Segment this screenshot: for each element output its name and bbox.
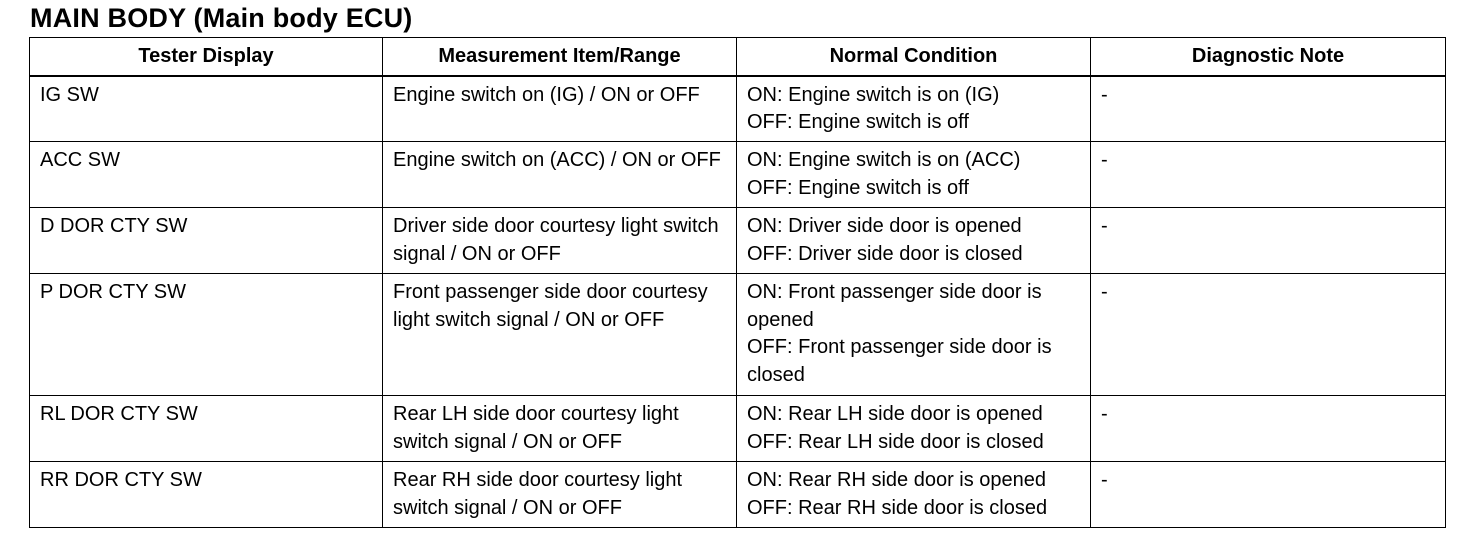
measurement-cell: Front passenger side door courtesy light switch signal / ON or OFF bbox=[383, 274, 737, 396]
condition-off-text: OFF: Front passenger side door is closed bbox=[747, 336, 1052, 386]
header-diagnostic-note: Diagnostic Note bbox=[1091, 38, 1446, 76]
condition-on-text: ON: Engine switch is on (ACC) bbox=[747, 149, 1021, 171]
condition-off-text: OFF: Engine switch is off bbox=[747, 176, 969, 199]
tester-display-cell: RL DOR CTY SW bbox=[30, 396, 383, 462]
condition-on-text: ON: Rear RH side door is opened bbox=[747, 469, 1047, 491]
normal-condition-cell bbox=[737, 396, 1091, 462]
diagnostic-note-cell: - bbox=[1091, 76, 1446, 142]
condition-on-text: ON: Front passenger side door is opened bbox=[747, 281, 1042, 331]
condition-off-text: OFF: Rear LH side door is closed bbox=[747, 430, 1044, 453]
header-tester-display: Tester Display bbox=[30, 38, 383, 76]
diagnostic-note-cell: - bbox=[1091, 208, 1446, 274]
tester-display-cell: ACC SW bbox=[30, 142, 383, 208]
header-normal-condition: Normal Condition bbox=[737, 38, 1091, 76]
tester-display-cell: P DOR CTY SW bbox=[30, 274, 383, 396]
condition-off-text: OFF: Engine switch is off bbox=[747, 111, 969, 133]
measurement-cell: Driver side door courtesy light switch signal / ON or OFF bbox=[383, 208, 737, 274]
condition-on-text: ON: Driver side door is opened bbox=[747, 215, 1022, 237]
tester-display-cell: RR DOR CTY SW bbox=[30, 462, 383, 528]
table-header-row bbox=[30, 38, 1446, 76]
header-measurement-item: Measurement Item/Range bbox=[383, 38, 737, 76]
normal-condition-cell bbox=[737, 462, 1091, 528]
measurement-cell: Engine switch on (IG) / ON or OFF bbox=[383, 76, 737, 142]
diagnostic-note-cell: - bbox=[1091, 142, 1446, 208]
measurement-cell: Rear LH side door courtesy light switch signal / ON or OFF bbox=[383, 396, 737, 462]
page-title: MAIN BODY (Main body ECU) bbox=[30, 3, 413, 33]
diagnostic-table bbox=[29, 37, 1446, 528]
table-row bbox=[30, 462, 1446, 528]
diagnostic-note-cell: - bbox=[1091, 462, 1446, 528]
normal-condition-cell bbox=[737, 208, 1091, 274]
condition-on-text: ON: Rear LH side door is opened bbox=[747, 403, 1043, 425]
tester-display-cell: D DOR CTY SW bbox=[30, 208, 383, 274]
table-row bbox=[30, 396, 1446, 462]
measurement-cell: Engine switch on (ACC) / ON or OFF bbox=[383, 142, 737, 208]
condition-off-text: OFF: Rear RH side door is closed bbox=[747, 496, 1048, 519]
normal-condition-cell bbox=[737, 142, 1091, 208]
table-row bbox=[30, 76, 1446, 142]
normal-condition-cell bbox=[737, 274, 1091, 396]
condition-on-text: ON: Engine switch is on (IG) bbox=[747, 83, 1000, 106]
diagnostic-note-cell: - bbox=[1091, 396, 1446, 462]
table-row bbox=[30, 208, 1446, 274]
normal-condition-cell bbox=[737, 76, 1091, 142]
diagnostic-note-cell: - bbox=[1091, 274, 1446, 396]
tester-display-cell: IG SW bbox=[30, 76, 383, 142]
measurement-cell: Rear RH side door courtesy light switch signal / ON or OFF bbox=[383, 462, 737, 528]
table-row bbox=[30, 142, 1446, 208]
table-row bbox=[30, 274, 1446, 396]
condition-off-text: OFF: Driver side door is closed bbox=[747, 242, 1023, 265]
